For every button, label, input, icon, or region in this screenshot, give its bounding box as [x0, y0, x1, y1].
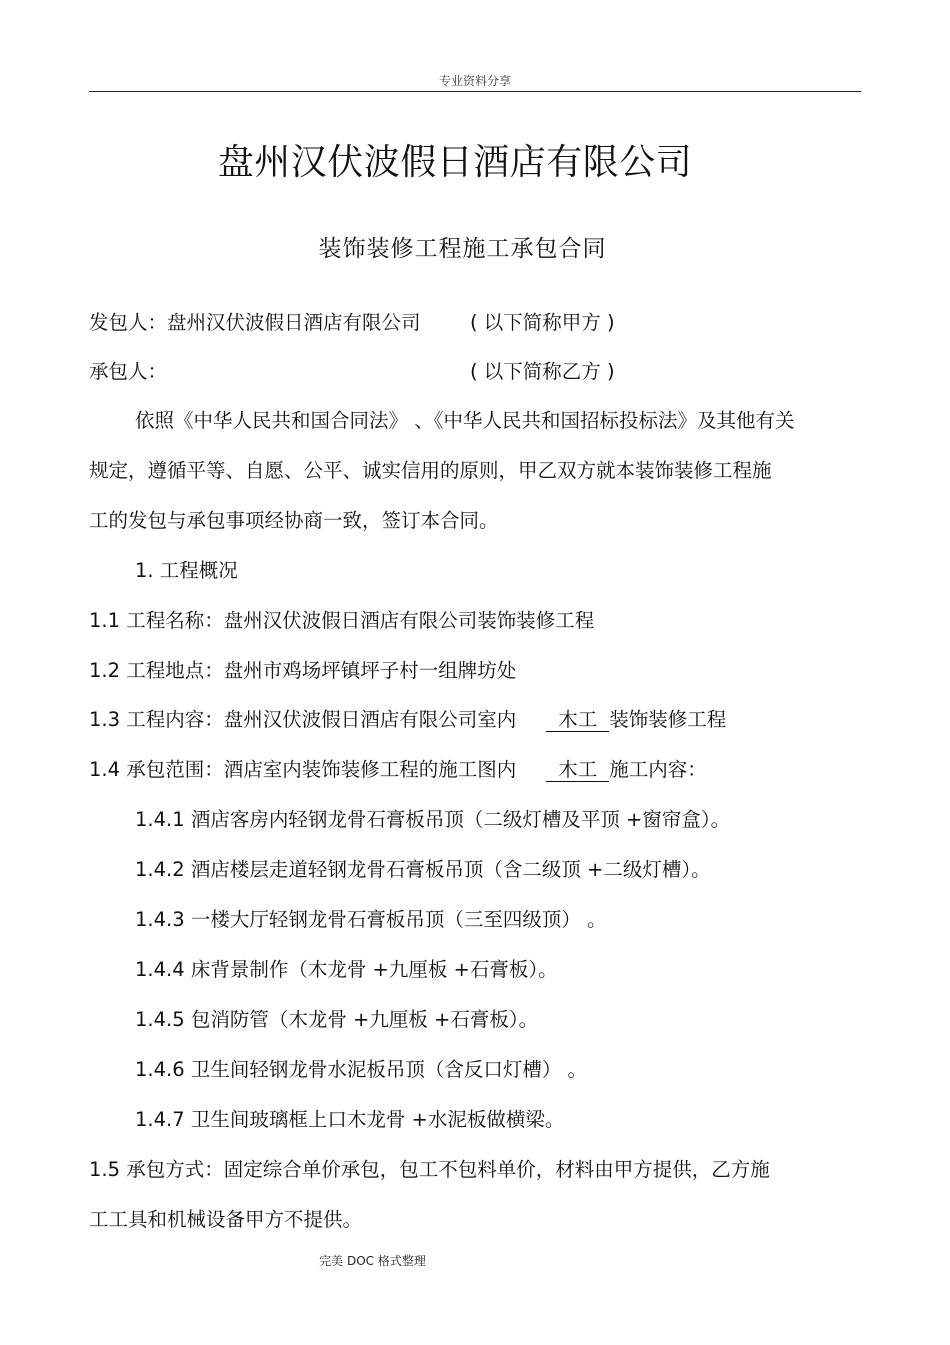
document-title: 盘州汉伏波假日酒店有限公司	[217, 142, 693, 183]
contractor-note: ( 以下简称乙方 )	[470, 360, 615, 383]
clause-1-3-fill: 木工	[546, 709, 609, 732]
list-item: 1.4.1 酒店客房内轻钢龙骨石膏板吊顶（二级灯槽及平顶 +窗帘盒）。	[135, 808, 731, 831]
list-item: 1.4.5 包消防管（木龙骨 +九厘板 +石膏板）。	[135, 1008, 539, 1031]
header-divider	[89, 91, 861, 92]
employer-label: 发包人：	[89, 311, 168, 334]
clause-1-5-line-1: 1.5 承包方式：固定综合单价承包，包工不包料单价，材料由甲方提供，乙方施	[89, 1158, 770, 1181]
clause-1-5-line-2: 工工具和机械设备甲方不提供。	[89, 1208, 363, 1231]
list-item: 1.4.6 卫生间轻钢龙骨水泥板吊顶（含反口灯槽） 。	[135, 1058, 588, 1081]
clause-1-3	[89, 708, 726, 732]
preamble-line-3: 工的发包与承包事项经协商一致，签订本合同。	[89, 509, 499, 532]
clause-1-1: 1.1 工程名称：盘州汉伏波假日酒店有限公司装饰装修工程	[89, 609, 595, 632]
preamble-line-1: 依照《中华人民共和国合同法》 、《中华人民共和国招标投标法》及其他有关	[135, 409, 795, 432]
contractor-label: 承包人：	[89, 360, 168, 383]
clause-1-3-suffix: 装饰装修工程	[609, 708, 727, 731]
document-subtitle: 装饰装修工程施工承包合同	[318, 236, 607, 262]
employer-line	[89, 311, 421, 335]
page-header: 专业资料分享	[438, 74, 511, 88]
clause-1-4	[89, 758, 707, 782]
section-heading: 1. 工程概况	[135, 559, 238, 582]
list-item: 1.4.4 床背景制作（木龙骨 +九厘板 +石膏板）。	[135, 958, 558, 981]
preamble-line-2: 规定，遵循平等、自愿、公平、诚实信用的原则，甲乙双方就本装饰装修工程施	[89, 459, 772, 482]
clause-1-4-suffix: 施工内容：	[609, 758, 707, 781]
clause-1-4-fill: 木工	[546, 759, 609, 782]
employer-name: 盘州汉伏波假日酒店有限公司	[167, 311, 421, 334]
list-item: 1.4.2 酒店楼层走道轻钢龙骨石膏板吊顶（含二级顶 +二级灯槽）。	[135, 858, 711, 881]
list-item: 1.4.3 一楼大厅轻钢龙骨石膏板吊顶（三至四级顶） 。	[135, 908, 607, 931]
clause-1-4-prefix: 1.4 承包范围：酒店室内装饰装修工程的施工图内	[89, 758, 517, 781]
employer-note: ( 以下简称甲方 )	[470, 311, 615, 334]
page-footer: 完美 DOC 格式整理	[319, 1254, 426, 1268]
clause-1-3-prefix: 1.3 工程内容：盘州汉伏波假日酒店有限公司室内	[89, 708, 517, 731]
clause-1-2: 1.2 工程地点：盘州市鸡场坪镇坪子村一组牌坊处	[89, 659, 517, 682]
list-item: 1.4.7 卫生间玻璃框上口木龙骨 +水泥板做横梁。	[135, 1108, 565, 1131]
